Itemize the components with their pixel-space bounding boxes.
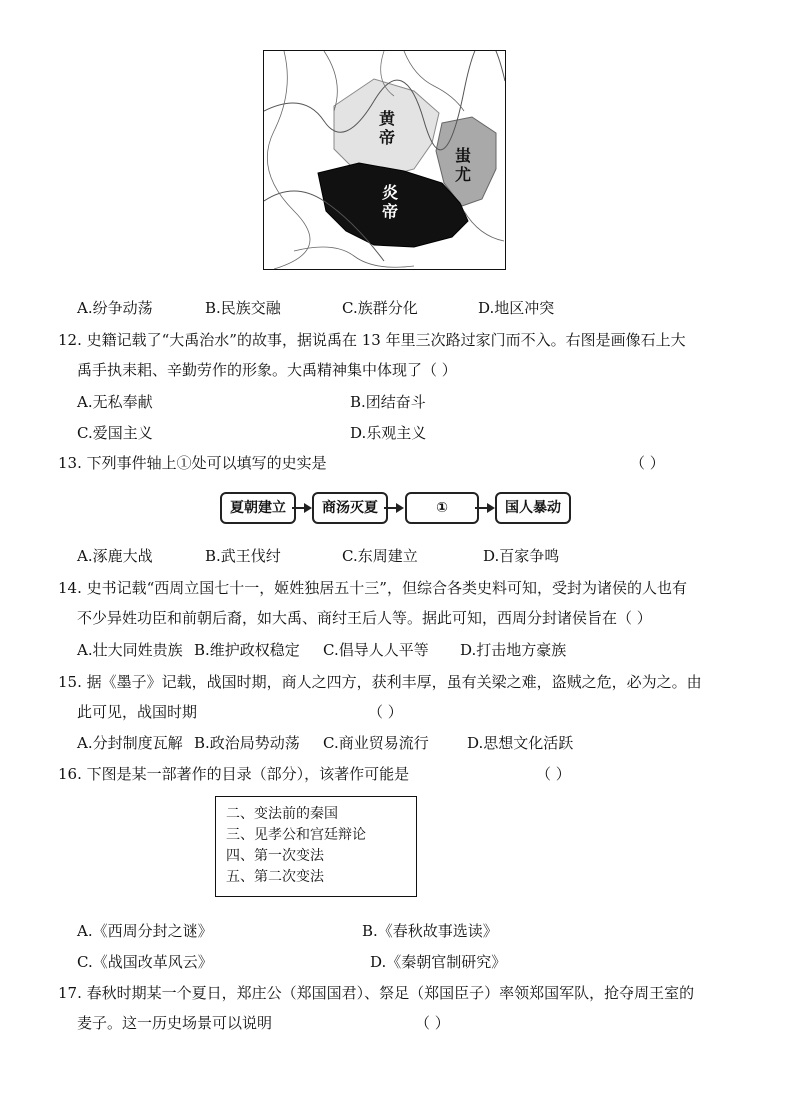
q12-option-b: B.团结奋斗 (350, 393, 426, 411)
label-huangdi: 黄帝 (378, 109, 395, 147)
q15-option-a: A.分封制度瓦解 (77, 734, 183, 752)
timeline-event-4: 国人暴动 (495, 492, 571, 524)
q14-option-d: D.打击地方豪族 (460, 641, 567, 659)
q15-option-d: D.思想文化活跃 (467, 734, 574, 752)
q16-option-c: C.《战国改革风云》 (77, 953, 213, 971)
ancient-tribes-map (263, 50, 506, 270)
q11-option-b: B.民族交融 (205, 299, 281, 317)
label-yandi: 炎帝 (381, 183, 398, 221)
arrow-right-icon (475, 498, 497, 518)
q13-option-d: D.百家争鸣 (483, 547, 560, 565)
q12-option-d: D.乐观主义 (350, 424, 427, 442)
q17-answer-bracket: （ ） (415, 1014, 450, 1032)
q15-option-c: C.商业贸易流行 (323, 734, 429, 752)
q16-option-a: A.《西周分封之谜》 (77, 922, 213, 940)
q11-option-a: A.纷争动荡 (77, 299, 153, 317)
arrow-right-icon (292, 498, 314, 518)
q15-option-b: B.政治局势动荡 (194, 734, 300, 752)
q13-option-a: A.涿鹿大战 (77, 547, 153, 565)
q12-stem-line2: 禹手执耒耜、辛勤劳作的形象。大禹精神集中体现了（ ） (77, 361, 457, 379)
book-contents-box (215, 796, 417, 897)
toc-item: 五、第二次变法 (226, 869, 324, 885)
q16-option-b: B.《春秋故事选读》 (362, 922, 498, 940)
timeline-event-1: 夏朝建立 (220, 492, 296, 524)
q14-option-a: A.壮大同姓贵族 (77, 641, 183, 659)
q14-stem-line1: 14. 史书记载“西周立国七十一，姬姓独居五十三”，但综合各类史料可知，受封为诸侯的人也有 (58, 579, 687, 597)
q16-answer-bracket: （ ） (536, 765, 571, 783)
toc-item: 四、第一次变法 (226, 848, 324, 864)
timeline-event-2: 商汤灭夏 (312, 492, 388, 524)
q15-stem-line2: 此可见，战国时期 (77, 703, 198, 721)
q14-option-b: B.维护政权稳定 (194, 641, 300, 659)
arrow-right-icon (384, 498, 406, 518)
q13-answer-bracket: （ ） (630, 454, 665, 472)
q14-stem-line2: 不少异姓功臣和前朝后裔，如大禹、商纣王后人等。据此可知，西周分封诸侯旨在（ ） (77, 609, 652, 627)
toc-item: 三、见孝公和宫廷辩论 (226, 827, 366, 843)
toc-item: 二、变法前的秦国 (226, 806, 338, 822)
q14-option-c: C.倡导人人平等 (323, 641, 429, 659)
q11-option-d: D.地区冲突 (478, 299, 555, 317)
label-chiyou: 蚩尤 (454, 146, 471, 184)
timeline-event-3: ① (405, 492, 479, 524)
q11-option-c: C.族群分化 (342, 299, 418, 317)
q17-stem-line2: 麦子。这一历史场景可以说明 (77, 1014, 273, 1032)
q12-stem-line1: 12. 史籍记载了“大禹治水”的故事，据说禹在 13 年里三次路过家门而不入。右图是画像石上大 (58, 331, 686, 349)
q15-stem-line1: 15. 据《墨子》记载，战国时期，商人之四方，获利丰厚，虽有关梁之难，盗贼之危，必为之。由 (58, 673, 702, 691)
q13-stem: 13. 下列事件轴上①处可以填写的史实是 (58, 454, 327, 472)
q15-answer-bracket: （ ） (368, 703, 403, 721)
q12-option-c: C.爱国主义 (77, 424, 153, 442)
q16-option-d: D.《秦朝官制研究》 (370, 953, 507, 971)
q16-stem: 16. 下图是某一部著作的目录（部分），该著作可能是 (58, 765, 410, 783)
q12-option-a: A.无私奉献 (77, 393, 153, 411)
q17-stem-line1: 17. 春秋时期某一个夏日，郑庄公（郑国国君）、祭足（郑国臣子）率领郑国军队，抢夺周王室的 (58, 984, 695, 1002)
q13-option-b: B.武王伐纣 (205, 547, 281, 565)
q13-option-c: C.东周建立 (342, 547, 418, 565)
